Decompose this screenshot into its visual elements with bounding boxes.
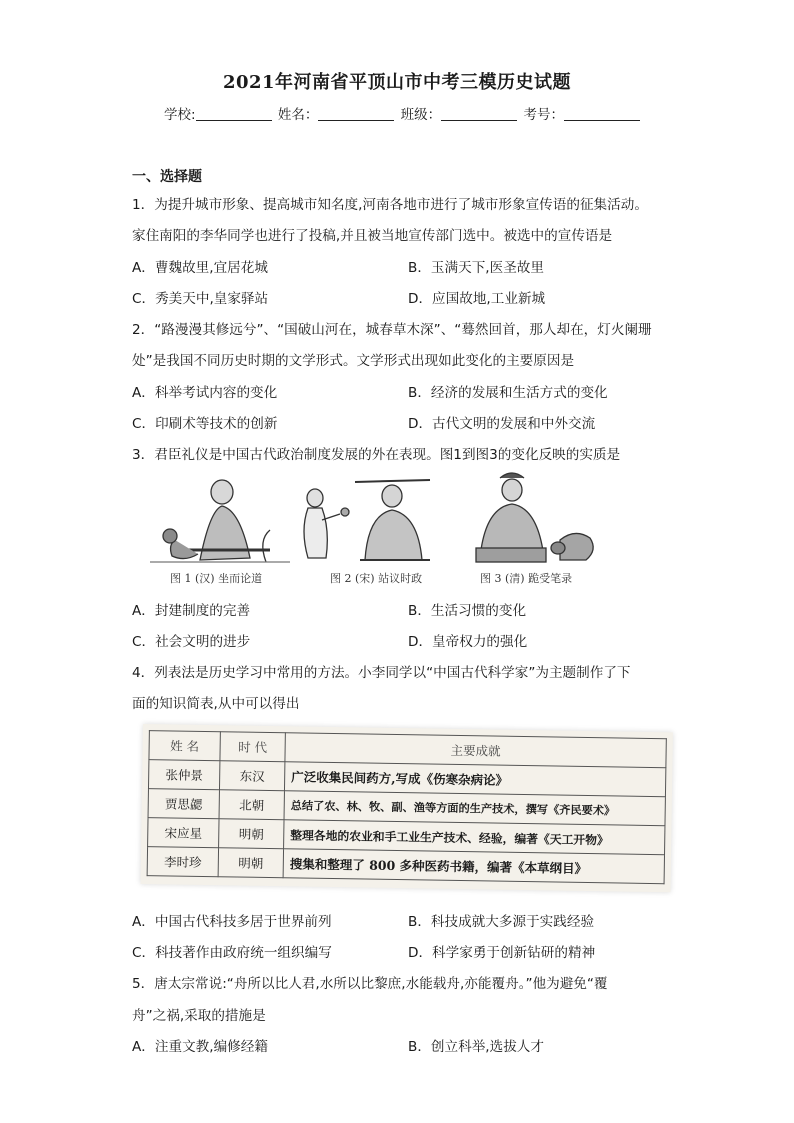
etiquette-figures-svg [140,470,650,590]
cell-achievement: 总结了农、林、牧、副、渔等方面的生产技术，撰写《齐民要术》 [284,791,665,826]
question-2-text: 2．“路漫漫其修远兮”、“国破山河在，城春草木深”、“蓦然回首，那人却在，灯火阑珊 [132,322,652,338]
q4-option-d[interactable]: D．科学家勇于创新钻研的精神 [408,945,596,961]
question-4-text: 4．列表法是历史学习中常用的方法。小李同学以“中国古代科学家”为主题制作了下 [132,665,631,681]
q1-option-b[interactable]: B．玉满天下,医圣故里 [408,260,544,276]
q2-option-c[interactable]: C．印刷术等技术的创新 [132,416,278,432]
header-achievement: 主要成就 [285,733,666,768]
name-label: 姓名： [277,107,319,123]
question-1-text-cont: 家住南阳的李华同学也进行了投稿,并且被当地宣传部门选中。被选中的宣传语是 [132,228,613,244]
q4-option-c[interactable]: C．科技著作由政府统一组织编写 [132,945,332,961]
q4-option-b[interactable]: B．科技成就大多源于实践经验 [408,914,595,930]
cell-name: 贾思勰 [148,789,219,819]
figure-3-qing-drawing [476,473,593,562]
q3-option-c[interactable]: C．社会文明的进步 [132,634,251,650]
figure-1-han-drawing [150,480,290,562]
cell-achievement: 整理各地的农业和手工业生产技术、经验，编著《天工开物》 [284,820,665,855]
cell-achievement: 搜集和整理了 800 多种医药书籍，编著《本草纲目》 [283,849,664,884]
exam-number-label: 考号： [523,107,564,123]
school-blank[interactable] [196,106,272,121]
figure-1-caption: 图 1 (汉) 坐而论道 [170,572,263,585]
question-2-text-cont: 处”是我国不同历史时期的文学形式。文学形式出现如此变化的主要原因是 [132,353,575,369]
question-5-text: 5．唐太宗常说:“舟所以比人君,水所以比黎庶,水能载舟,亦能覆舟。”他为避免“覆 [132,976,608,992]
figure-2-caption: 图 2 (宋) 站议时政 [330,572,423,585]
q5-option-a[interactable]: A．注重文教,编修经籍 [132,1039,268,1055]
q3-option-a[interactable]: A．封建制度的完善 [132,603,251,619]
cell-name: 李时珍 [147,847,218,877]
question-4-text-cont: 面的知识简表,从中可以得出 [132,696,300,712]
header-name: 姓 名 [149,731,220,761]
question-3-text: 3．君臣礼仪是中国古代政治制度发展的外在表现。图1到图3的变化反映的实质是 [132,447,621,463]
q1-option-a[interactable]: A．曹魏故里,宜居花城 [132,260,268,276]
exam-number-blank[interactable] [564,106,640,121]
class-blank[interactable] [441,106,517,121]
q2-option-d[interactable]: D．古代文明的发展和中外交流 [408,416,596,432]
question-1-text: 1．为提升城市形象、提高城市知名度,河南各地市进行了城市形象宣传语的征集活动。 [132,197,648,213]
student-info-line [164,103,642,123]
section-title: 一、选择题 [132,169,202,185]
cell-name: 张仲景 [148,760,219,790]
q2-option-a[interactable]: A．科举考试内容的变化 [132,385,278,401]
cell-era: 东汉 [219,761,284,791]
class-label: 班级： [400,107,442,123]
cell-era: 明朝 [219,819,284,849]
q1-option-d[interactable]: D．应国故地,工业新城 [408,291,546,307]
cell-name: 宋应星 [148,818,219,848]
q3-option-d[interactable]: D．皇帝权力的强化 [408,634,528,650]
q1-option-c[interactable]: C．秀美天中,皇家驿站 [132,291,269,307]
cell-era: 明朝 [218,848,283,878]
scientist-table-photo [140,724,672,892]
name-blank[interactable] [318,106,394,121]
school-label: 学校: [164,107,196,123]
cell-era: 北朝 [219,790,284,820]
scientist-table [147,730,667,884]
question-5-text-cont: 舟”之祸,采取的措施是 [132,1008,266,1024]
q2-option-b[interactable]: B．经济的发展和生活方式的变化 [408,385,608,401]
cell-achievement: 广泛收集民间药方,写成《伤寒杂病论》 [284,762,665,797]
figure-2-song-drawing [304,480,430,560]
figure-3-caption: 图 3 (清) 跪受笔录 [480,572,573,585]
q5-option-b[interactable]: B．创立科举,选拔人才 [408,1039,544,1055]
header-era: 时 代 [220,732,285,762]
q3-option-b[interactable]: B．生活习惯的变化 [408,603,527,619]
q4-option-a[interactable]: A．中国古代科技多居于世界前列 [132,914,332,930]
etiquette-illustration [140,470,650,590]
exam-title: 2021年河南省平顶山市中考三模历史试题 [222,72,572,93]
